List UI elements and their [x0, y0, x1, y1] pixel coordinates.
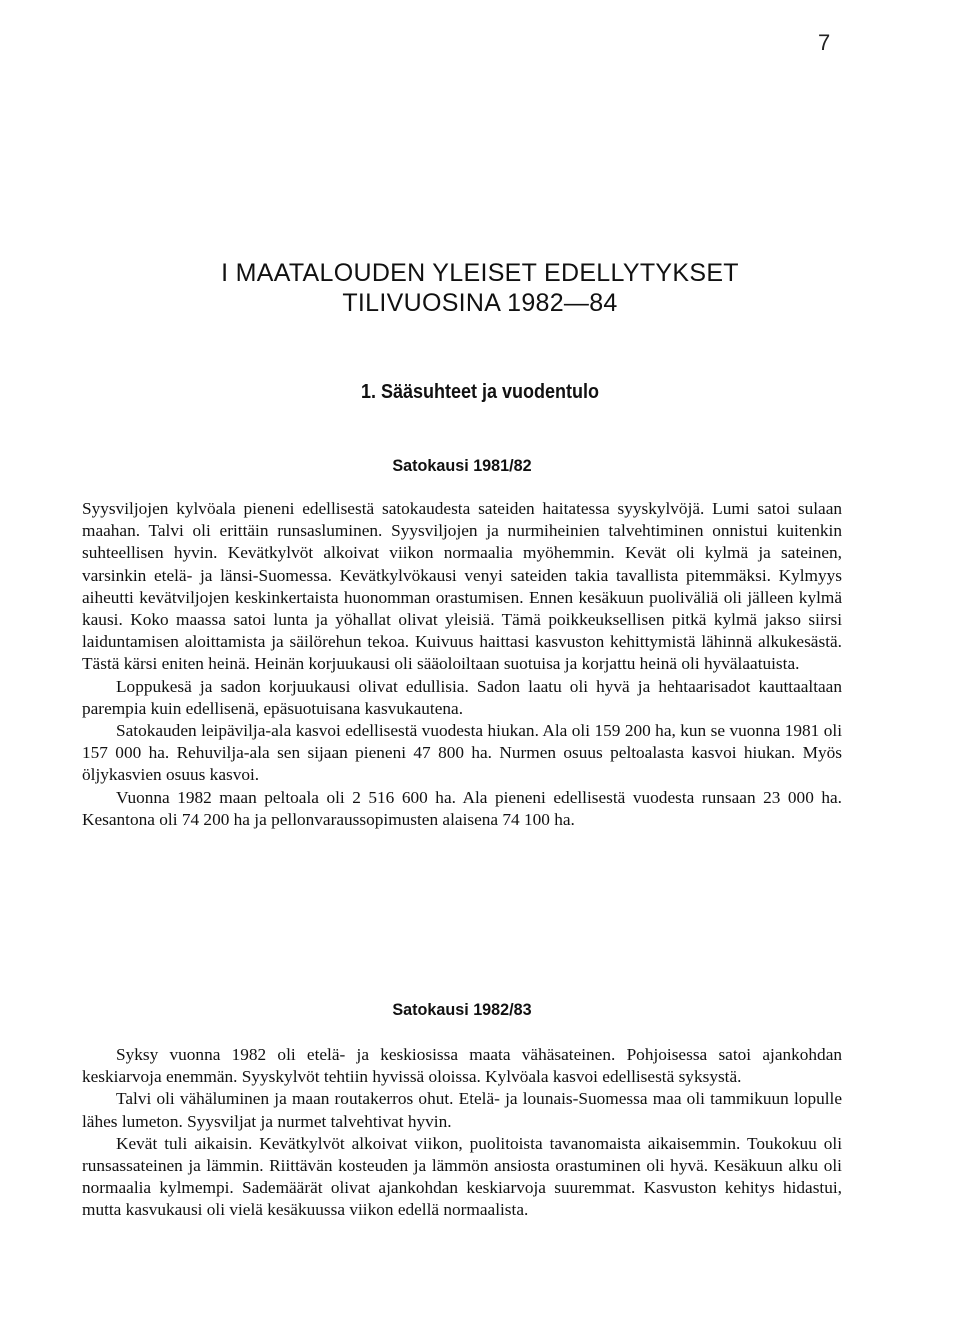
- subsection-1981-82: [82, 456, 842, 831]
- paragraph: Syksy vuonna 1982 oli etelä- ja keskiosissa maata vähäsateinen. Pohjoisessa satoi ajankohdan keskiarvoja enemmän. Syyskylvöt tehtiin hyvissä oloissa. Kylvöala kasvoi edellisestä syksystä.: [82, 1045, 842, 1087]
- section-heading: 1. Sääsuhteet ja vuodentulo: [360, 381, 600, 403]
- paragraph: Satokauden leipävilja-ala kasvoi edellisestä vuodesta hiukan. Ala oli 159 200 ha, kun se vuonna 1981 oli 157 000 ha. Rehuvilja-ala sen sijaan pieneni 47 800 ha. Nurmen osuus peltoalasta kasvoi hiukan. Myös öljykasvien osuus kasvoi.: [82, 721, 842, 785]
- paragraph: Kevät tuli aikaisin. Kevätkylvöt alkoivat viikon, puolitoista tavanomaista aikaisemmin. Toukokuu oli runsassateinen ja lämmin. Riittävän kosteuden ja lämmön ansiosta orastuminen oli hyvä. Kesäkuun alku oli normaalia kylmempi. Sademäärät olivat ajankohdan keskiarvoja suuremmat. Kasvuston kehitys hidastui, mutta kasvukausi oli vielä kesäkuussa viikon edellä normaalista.: [82, 1133, 842, 1220]
- paragraph: Loppukesä ja sadon korjuukausi olivat edullisia. Sadon laatu oli hyvä ja hehtaarisadot kauttaaltaan parempia kuin edellisenä, epäsuotuisana kasvukautena.: [82, 676, 842, 718]
- chapter-title: [0, 258, 960, 318]
- paragraph: Talvi oli vähäluminen ja maan routakerros ohut. Etelä- ja lounais-Suomessa maa oli tammikuun lopulle lähes lumeton. Syysviljat ja nurmet talvehtivat hyvin.: [82, 1089, 842, 1131]
- chapter-title-line-1: I MAATALOUDEN YLEISET EDELLYTYKSET: [221, 259, 739, 287]
- paragraph: Syysviljojen kylvöala pieneni edellisestä satokaudesta sateiden haitatessa syyskylvöjä. Lumi satoi sulaan maahan. Talvi oli erittäin runsasluminen. Syysviljojen ja nurmiheinien talvehtiminen onnistui kuitenkin suhteellisen hyvin. Kevätkylvöt alkoivat viikon normaalia myöhemmin. Kevät oli kylmä ja sateinen, varsinkin etelä- ja länsi-Suomessa. Kevätkylvökausi venyi sateiden takia tavallista pitemmäksi. Kylmyys aiheutti kevätviljojen keskinkertaista huonomman orastumisen. Ennen kesäkuun puoliväliä oli jälleen kylmä kausi. Koko maassa satoi lunta ja yöhallat olivat yleisiä. Tämä poikkeuksellisen pitkä kylmä jakso siirsi laiduntamisen aloittamista ja säilörehun tekoa. Kuivuus haittasi kasvuston kehittymistä lähinnä alkukesästä. Tästä kärsi eniten heinä. Heinän korjuukausi oli sääoloiltaan suotuisa ja korjattu heinä oli hyvälaatuista.: [82, 499, 842, 674]
- subsection-heading: Satokausi 1982/83: [392, 1000, 532, 1019]
- chapter-title-line-2: TILIVUOSINA 1982—84: [342, 289, 618, 317]
- subsection-heading: Satokausi 1981/82: [392, 456, 532, 475]
- page-number: 7: [818, 30, 831, 55]
- subsection-1982-83: [82, 1000, 842, 1222]
- paragraph: Vuonna 1982 maan peltoala oli 2 516 600 ha. Ala pieneni edellisestä vuodesta runsaan 23 000 ha. Kesantona oli 74 200 ha ja pellonvaraussopimusten alaisena 74 100 ha.: [82, 787, 842, 829]
